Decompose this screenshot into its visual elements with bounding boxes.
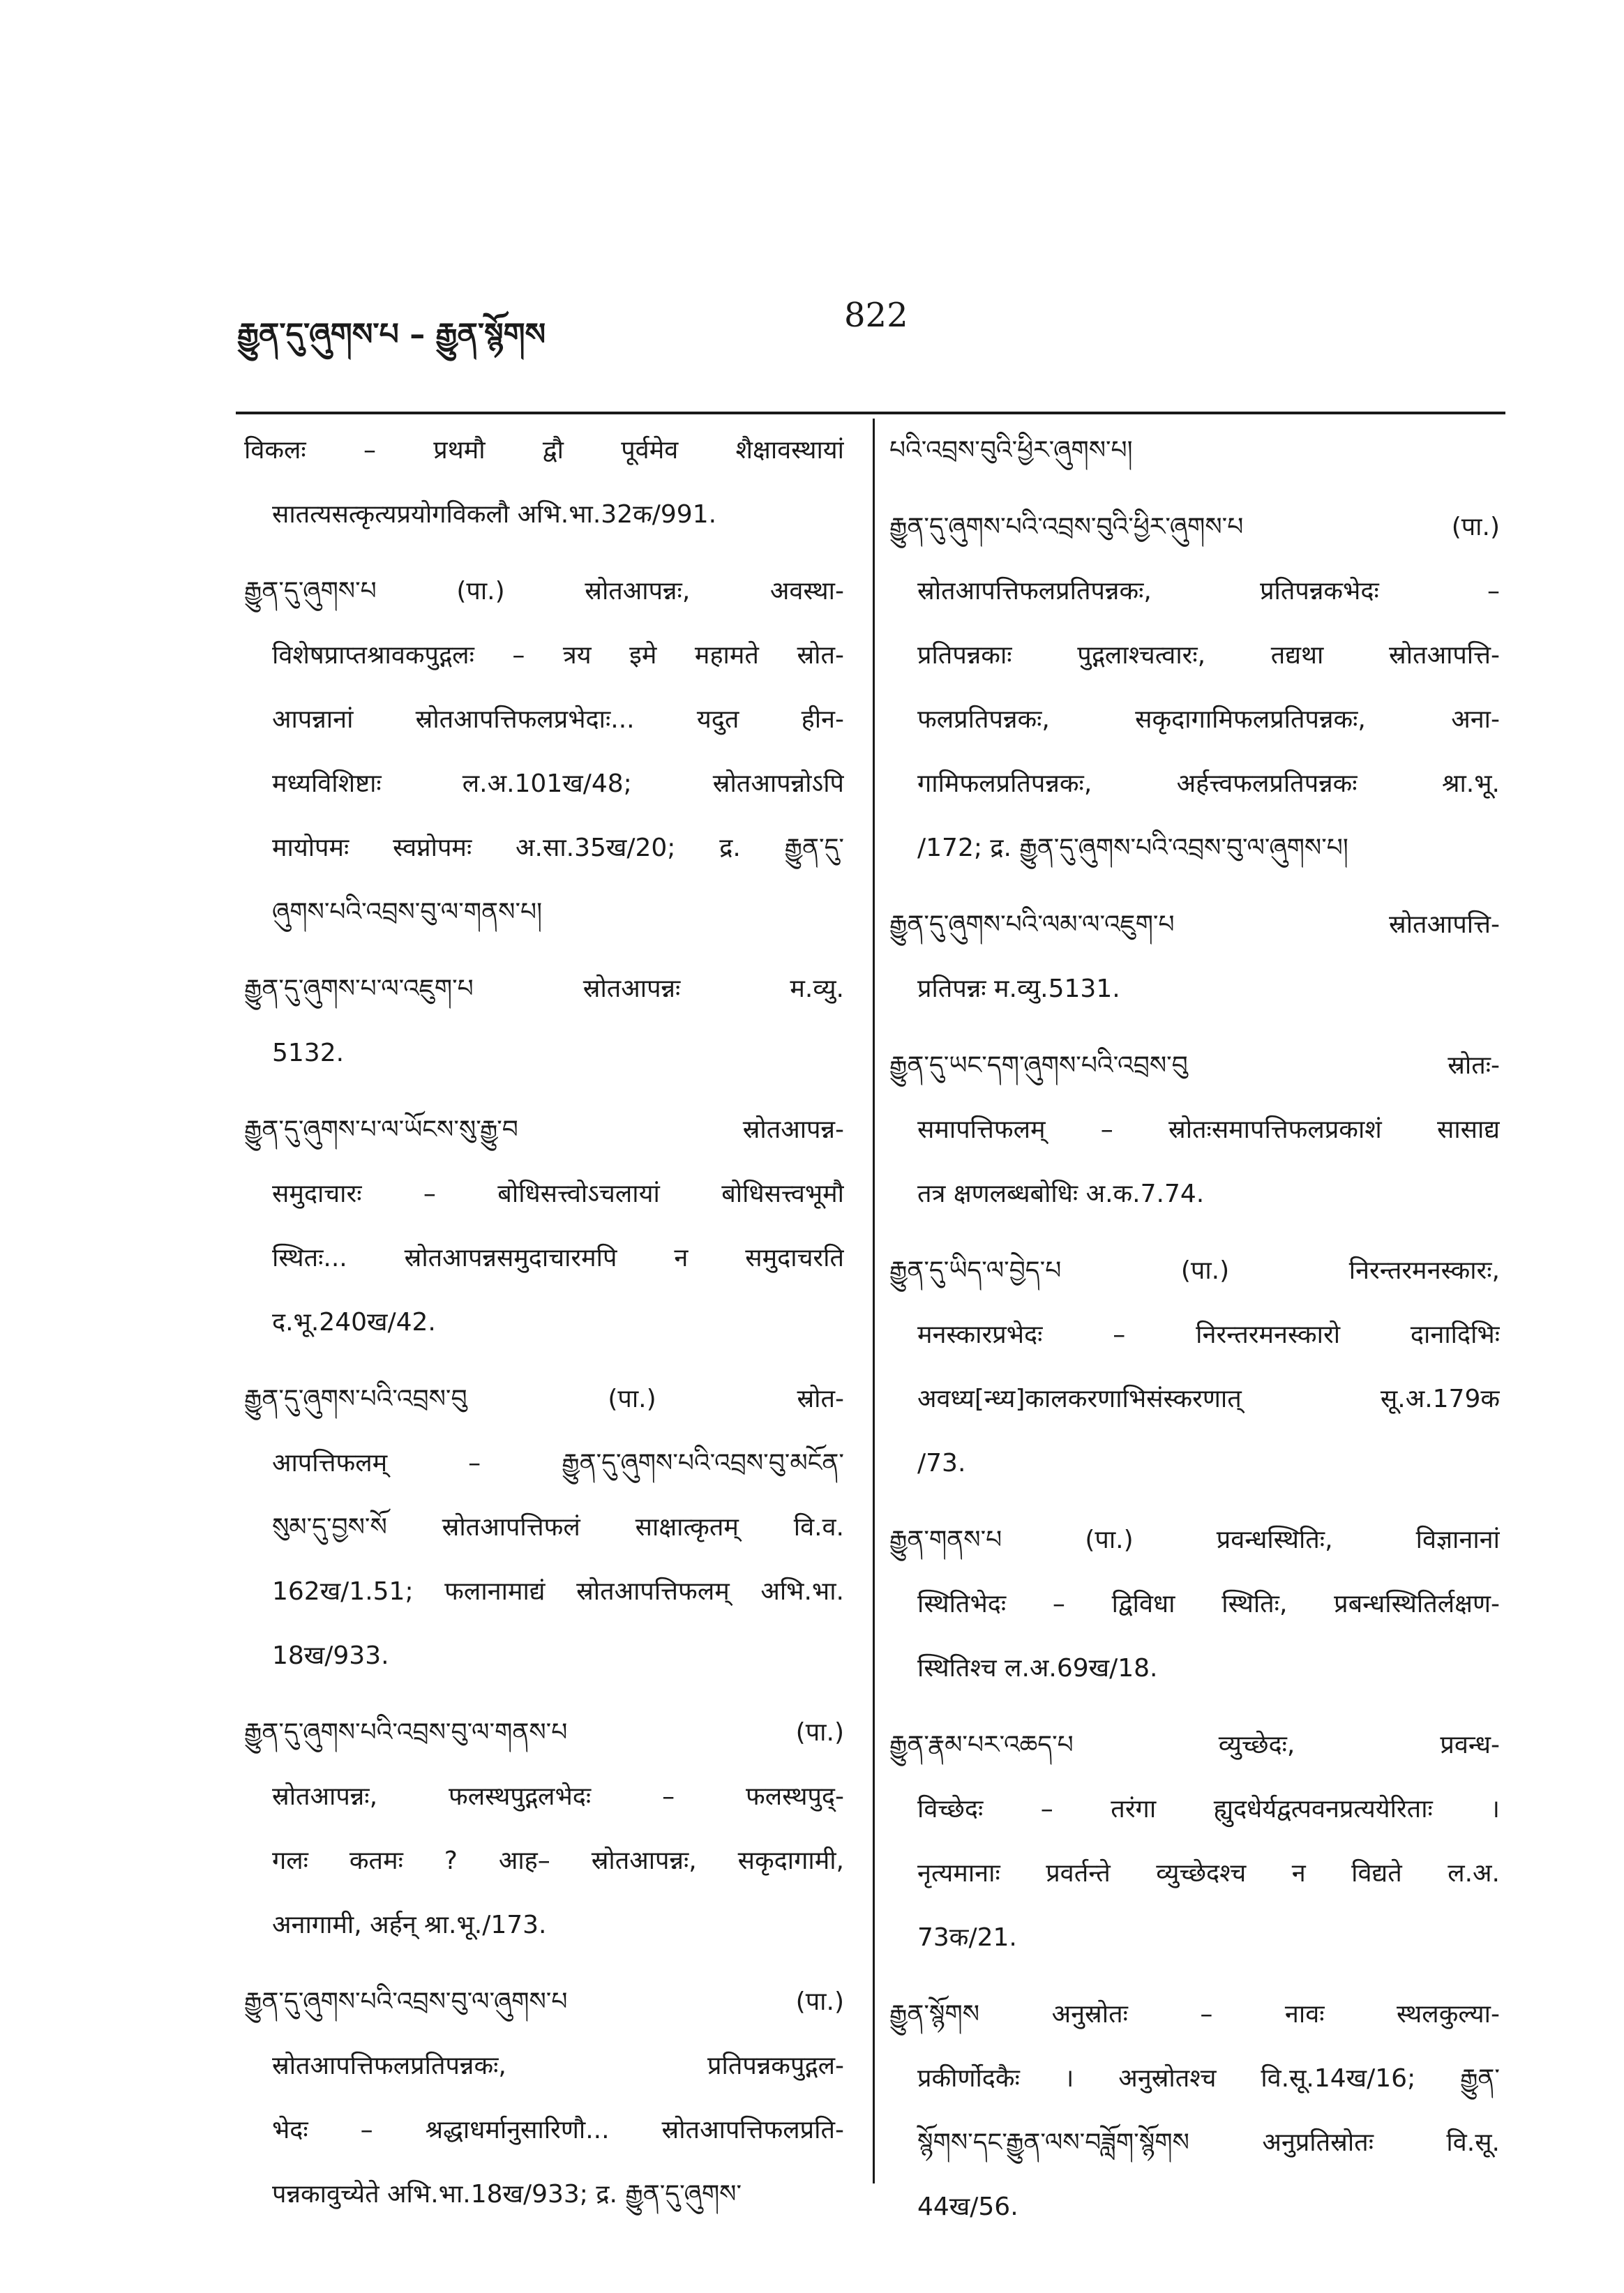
entry-headline: རྒྱུན་དུ་ཞུགས་པའི་འབྲས་བུའི་ཕྱིར་ཞུགས་པ (पा.) <box>889 513 1500 541</box>
left-column <box>244 419 844 2239</box>
entry-line: प्रतिपन्नः म.व्यु.5131. <box>917 975 1120 1003</box>
entry-line: སྙོགས་དང་རྒྱུན་ལས་བཟློག་སྙོགས अनुप्रतिस्रोतः वि.सू. <box>917 2128 1500 2157</box>
dictionary-entry <box>889 419 1500 483</box>
entry-headline: རྒྱུན་སྙོགས अनुस्रोतः – नावः स्थलकुल्या- <box>889 2000 1500 2029</box>
entry-line: स्थितः... स्रोतआपन्नसमुदाचारमपि न समुदाचरति <box>272 1244 844 1272</box>
entry-line: /172; द्र. རྒྱུན་དུ་ཞུགས་པའི་འབྲས་བུ་ལ་ཞུགས་པ། <box>917 834 1348 862</box>
dictionary-entry <box>244 1098 844 1355</box>
entry-line: स्रोतआपत्तिफलप्रतिपन्नकः, प्रतिपन्नकपुद्गल- <box>272 2052 844 2080</box>
entry-line: आपत्तिफलम् – རྒྱུན་དུ་ཞུགས་པའི་འབྲས་བུ་མངོན་ <box>272 1449 844 1478</box>
entry-line: मनस्कारप्रभेदः – निरन्तरमनस्कारो दानादिभिः <box>917 1321 1500 1349</box>
entry-line: विच्छेदः – तरंगा ह्युदधेर्यद्वत्पवनप्रत्ययेरिताः । <box>917 1795 1500 1824</box>
entry-headline: རྒྱུན་དུ་ཞུགས་པའི་འབྲས་བུ་ལ་གནས་པ (पा.) <box>244 1718 844 1747</box>
entry-line: 5132. <box>272 1039 345 1067</box>
entry-line: སུམ་དུ་བྱས་སོ स्रोतआपत्तिफलं साक्षात्कृतम् वि.व. <box>272 1513 844 1542</box>
entry-headline: རྒྱུན་དུ་ཡིད་ལ་བྱེད་པ (पा.) निरन्तरमनस्कारः, <box>889 1256 1500 1285</box>
entry-line: तत्र क्षणलब्धबोधिः अ.क.7.74. <box>917 1180 1205 1208</box>
header-rule <box>236 412 1505 414</box>
dictionary-entry <box>889 1508 1500 1701</box>
entry-line: द.भू.240ख/42. <box>272 1308 436 1337</box>
entry-line: 162ख/1.51; फलानामाद्यं स्रोतआपत्तिफलम् अभि.भा. <box>272 1577 844 1606</box>
entry-headline: རྒྱུན་གནས་པ (पा.) प्रवन्धस्थितिः, विज्ञानानां <box>889 1526 1500 1554</box>
dictionary-entry <box>244 1701 844 1957</box>
entry-line: आपन्नानां स्रोतआपत्तिफलप्रभेदाः... यदुत हीन- <box>272 705 844 734</box>
entry-headline: རྒྱུན་དུ་ཞུགས་པ (पा.) स्रोतआपन्नः, अवस्था- <box>244 577 844 606</box>
entry-line: स्थितिभेदः – द्विविधा स्थितिः, प्रबन्धस्थितिर्लक्षण- <box>917 1590 1500 1618</box>
entry-headline: རྒྱུན་དུ་ཡང་དག་ཞུགས་པའི་འབྲས་བུ स्रोतः- <box>889 1051 1500 1080</box>
dictionary-entry <box>889 1713 1500 1970</box>
entry-line: स्थितिश्च ल.अ.69ख/18. <box>917 1654 1158 1683</box>
entry-line: पन्नकावुच्येते अभि.भा.18ख/933; द्र. རྒྱུན་དུ་ཞུགས་ <box>272 2180 742 2209</box>
entry-line: 18ख/933. <box>272 1641 389 1670</box>
dictionary-entry <box>889 893 1500 1021</box>
entry-line: 73क/21. <box>917 1923 1017 1952</box>
page-header <box>237 296 1521 356</box>
entry-line: 44ख/56. <box>917 2193 1018 2221</box>
dictionary-entry <box>889 1983 1500 2239</box>
entry-line: स्रोतआपत्तिफलप्रतिपन्नकः, प्रतिपन्नकभेदः – <box>917 577 1500 606</box>
entry-headline: རྒྱུན་དུ་ཞུགས་པ་ལ་འཇུག་པ स्रोतआपन्नः म.व्यु. <box>244 975 844 1003</box>
entry-line: नृत्यमानाः प्रवर्तन्ते व्युच्छेदश्च न विद्यते ल.अ. <box>917 1859 1500 1888</box>
dictionary-entry <box>244 559 844 945</box>
entry-line: स्रोतआपन्नः, फलस्थपुद्गलभेदः – फलस्थपुद्- <box>272 1782 844 1811</box>
dictionary-entry <box>244 957 844 1085</box>
entry-headline: རྒྱུན་དུ་ཞུགས་པའི་ལམ་ལ་འཇུག་པ स्रोतआपत्ति- <box>889 910 1500 939</box>
entry-line: समुदाचारः – बोधिसत्त्वोऽचलायां बोधिसत्त्वभूमौ <box>272 1180 844 1208</box>
entry-line: प्रकीर्णोदकैः । अनुस्रोतश्च वि.सू.14ख/16; རྒྱུན་ <box>917 2064 1500 2093</box>
column-divider <box>873 419 875 2183</box>
entry-line: ཞུགས་པའི་འབྲས་བུ་ལ་གནས་པ། <box>272 898 543 926</box>
entry-line: मध्यविशिष्टाः ल.अ.101ख/48; स्रोतआपन्नोऽपि <box>272 769 844 798</box>
entry-headline: རྒྱུན་དུ་ཞུགས་པའི་འབྲས་བུ (पा.) स्रोत- <box>244 1385 844 1413</box>
dictionary-entry <box>889 1239 1500 1496</box>
entry-line: गलः कतमः ? आह– स्रोतआपन्नः, सकृदागामी, <box>272 1847 844 1875</box>
entry-line: अवध्य[न्ध्य]कालकरणाभिसंस्करणात् सू.अ.179क <box>917 1385 1500 1413</box>
entry-line: अनागामी, अर्हन् श्रा.भू./173. <box>272 1911 547 1939</box>
dictionary-entry <box>889 495 1500 880</box>
dictionary-entry <box>244 1367 844 1688</box>
entry-headline: པའི་འབྲས་བུའི་ཕྱིར་ཞུགས་པ། <box>889 436 1133 465</box>
entry-line: फलप्रतिपन्नकः, सकृदागामिफलप्रतिपन्नकः, अना- <box>917 705 1500 734</box>
entry-line: /73. <box>917 1449 966 1478</box>
entry-headline: རྒྱུན་དུ་ཞུགས་པ་ལ་ཡོངས་སུ་རྒྱུ་བ स्रोतआपन्न- <box>244 1115 844 1144</box>
entry-line: समापत्तिफलम् – स्रोतःसमापत्तिफलप्रकाशं सासाद्य <box>917 1115 1500 1144</box>
entry-line: विशेषप्राप्तश्रावकपुद्गलः – त्रय इमे महामते स्रोत- <box>272 641 844 670</box>
entry-line: गामिफलप्रतिपन्नकः, अर्हत्त्वफलप्रतिपन्नकः श्रा.भू. <box>917 769 1500 798</box>
dictionary-entry <box>889 1034 1500 1226</box>
running-head: རྒྱུན་དུ་ཞུགས་པ – རྒྱུན་སྙོགས <box>237 317 546 352</box>
entry-line: भेदः – श्रद्धाधर्मानुसारिणौ... स्रोतआपत्तिफलप्रति- <box>272 2116 844 2144</box>
dictionary-entry <box>244 419 844 547</box>
dictionary-entry <box>244 1970 844 2227</box>
entry-headline: རྒྱུན་དུ་ཞུགས་པའི་འབྲས་བུ་ལ་ཞུགས་པ (पा.) <box>244 1987 844 2016</box>
entry-line: सातत्यसत्कृत्यप्रयोगविकलौ अभि.भा.32क/991. <box>272 500 717 529</box>
entry-line: प्रतिपन्नकाः पुद्गलाश्चत्वारः, तद्यथा स्रोतआपत्ति- <box>917 641 1500 670</box>
entry-headline: विकलः – प्रथमौ द्वौ पूर्वमेव शैक्षावस्थायां <box>244 436 844 465</box>
page-number: 822 <box>844 296 908 335</box>
entry-line: मायोपमः स्वप्नोपमः अ.सा.35ख/20; द्र. རྒྱུན་དུ་ <box>272 834 844 862</box>
right-column <box>889 419 1500 2252</box>
entry-headline: རྒྱུན་རྣམ་པར་འཆད་པ व्युच्छेदः, प्रवन्ध- <box>889 1731 1500 1759</box>
